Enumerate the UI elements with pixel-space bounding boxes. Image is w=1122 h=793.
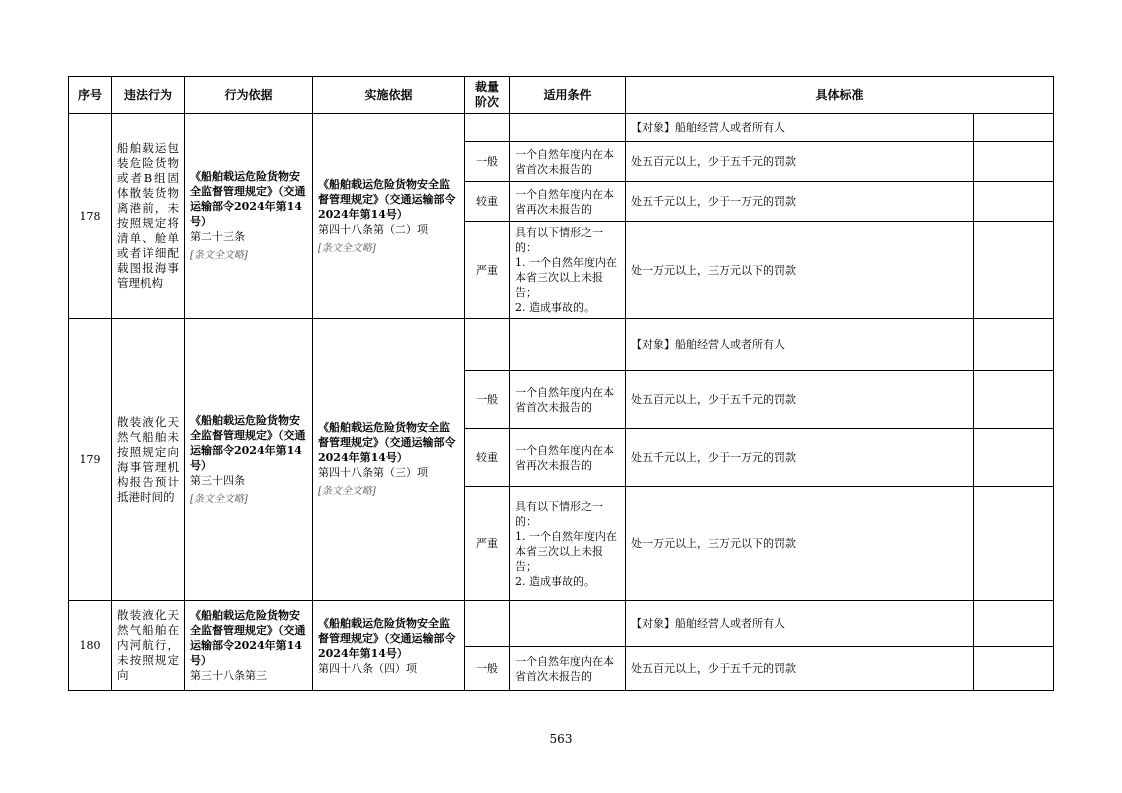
- blank-cell: [974, 601, 1054, 647]
- level-heavy: 较重: [465, 182, 510, 222]
- blank-cell: [974, 371, 1054, 429]
- blank-cell: [974, 114, 1054, 142]
- implementation-citation: 《船舶载运危险货物安全监督管理规定》（交通运输部令2024年第14号）: [318, 616, 456, 660]
- condition-empty: [510, 601, 626, 647]
- implementation-citation: 《船舶载运危险货物安全监督管理规定》（交通运输部令2024年第14号）: [318, 177, 456, 221]
- col-header-standard: 具体标准: [626, 77, 1054, 114]
- condition-severe-item-1: 1. 一个自然年度内在本省三次以上未报告；: [515, 529, 617, 573]
- blank-cell: [974, 142, 1054, 182]
- implementation-article: 第四十八条（四）项: [318, 661, 417, 675]
- implementation-basis-cell: [313, 601, 465, 691]
- table-row: [69, 601, 1054, 647]
- standard-severe: 处一万元以上，三万元以下的罚款: [626, 222, 974, 319]
- violation-text: 散装液化天然气船舶在内河航行，未按照规定向: [112, 601, 185, 691]
- blank-cell: [974, 429, 1054, 487]
- level-empty: [465, 114, 510, 142]
- row-number: 178: [69, 114, 112, 319]
- col-header-number: 序号: [69, 77, 112, 114]
- condition-heavy: 一个自然年度内在本省再次未报告的: [510, 182, 626, 222]
- legal-basis-article: 第二十三条: [190, 230, 245, 243]
- level-severe: 严重: [465, 222, 510, 319]
- col-header-conditions: 适用条件: [510, 77, 626, 114]
- legal-basis-placeholder: [条文全文略]: [190, 493, 248, 505]
- object-text: 【对象】船舶经营人或者所有人: [626, 319, 974, 371]
- condition-general: 一个自然年度内在本省首次未报告的: [510, 371, 626, 429]
- row-number: 180: [69, 601, 112, 691]
- level-empty: [465, 319, 510, 371]
- legal-basis-citation: 《船舶载运危险货物安全监督管理规定》（交通运输部令2024年第14号）: [190, 170, 306, 228]
- blank-cell: [974, 319, 1054, 371]
- legal-basis-cell: [185, 601, 313, 691]
- col-header-implementation-basis: 实施依据: [313, 77, 465, 114]
- table-row: [69, 319, 1054, 371]
- row-number: 179: [69, 319, 112, 601]
- level-general: 一般: [465, 142, 510, 182]
- legal-basis-article: 第三十四条: [190, 473, 245, 487]
- col-header-violation: 违法行为: [112, 77, 185, 114]
- level-empty: [465, 601, 510, 647]
- condition-severe-item-1: 1. 一个自然年度内在本省三次以上未报告；: [515, 256, 617, 299]
- legal-basis-citation: 《船舶载运危险货物安全监督管理规定》（交通运输部令2024年第14号）: [190, 609, 306, 667]
- violation-text: 散装液化天然气船舶未按照规定向海事管理机构报告预计抵港时间的: [112, 319, 185, 601]
- legal-basis-cell: [185, 114, 313, 319]
- level-heavy: 较重: [465, 429, 510, 487]
- document-sheet: [68, 76, 1053, 691]
- standard-general: 处五百元以上，少于五千元的罚款: [626, 371, 974, 429]
- legal-basis-article: 第三十八条第三: [190, 669, 267, 682]
- condition-severe: [510, 222, 626, 319]
- standard-heavy: 处五千元以上，少于一万元的罚款: [626, 429, 974, 487]
- blank-cell: [974, 222, 1054, 319]
- condition-empty: [510, 319, 626, 371]
- object-text: 【对象】船舶经营人或者所有人: [626, 601, 974, 647]
- condition-general: 一个自然年度内在本省首次未报告的: [510, 142, 626, 182]
- standard-severe: 处一万元以上，三万元以下的罚款: [626, 487, 974, 601]
- blank-cell: [974, 487, 1054, 601]
- standard-general: 处五百元以上，少于五千元的罚款: [626, 142, 974, 182]
- condition-general: 一个自然年度内在本省首次未报告的: [510, 647, 626, 691]
- table-row: [69, 114, 1054, 142]
- condition-severe-lead: 具有以下情形之一的：: [515, 499, 603, 528]
- implementation-basis-cell: [313, 319, 465, 601]
- violation-text: 船舶载运包装危险货物或者B组固体散装货物离港前，未按照规定将清单、舱单或者详细配载图报海事管理机构: [112, 114, 185, 319]
- col-header-discretion-level: 裁量阶次: [465, 77, 510, 114]
- condition-severe-item-2: 2. 造成事故的。: [515, 574, 595, 588]
- condition-empty: [510, 114, 626, 142]
- object-text: 【对象】船舶经营人或者所有人: [626, 114, 974, 142]
- enforcement-standards-table: [68, 76, 1054, 691]
- col-header-legal-basis: 行为依据: [185, 77, 313, 114]
- legal-basis-placeholder: [条文全文略]: [190, 250, 248, 261]
- blank-cell: [974, 182, 1054, 222]
- implementation-basis-cell: [313, 114, 465, 319]
- legal-basis-citation: 《船舶载运危险货物安全监督管理规定》（交通运输部令2024年第14号）: [190, 413, 306, 472]
- standard-general: 处五百元以上，少于五千元的罚款: [626, 647, 974, 691]
- implementation-article: 第四十八条第（三）项: [318, 466, 428, 479]
- implementation-placeholder: [条文全文略]: [318, 242, 376, 254]
- condition-severe: [510, 487, 626, 601]
- level-severe: 严重: [465, 487, 510, 601]
- level-general: 一般: [465, 647, 510, 691]
- implementation-article: 第四十八条第（二）项: [318, 222, 428, 236]
- standard-heavy: 处五千元以上，少于一万元的罚款: [626, 182, 974, 222]
- condition-heavy: 一个自然年度内在本省再次未报告的: [510, 429, 626, 487]
- condition-severe-lead: 具有以下情形之一的：: [515, 226, 603, 254]
- legal-basis-cell: [185, 319, 313, 601]
- condition-severe-item-2: 2. 造成事故的。: [515, 301, 595, 314]
- table-header-row: [69, 77, 1054, 114]
- implementation-placeholder: [条文全文略]: [318, 486, 376, 497]
- level-general: 一般: [465, 371, 510, 429]
- blank-cell: [974, 647, 1054, 691]
- implementation-citation: 《船舶载运危险货物安全监督管理规定》（交通运输部令2024年第14号）: [318, 421, 456, 464]
- page-number: 563: [549, 732, 573, 746]
